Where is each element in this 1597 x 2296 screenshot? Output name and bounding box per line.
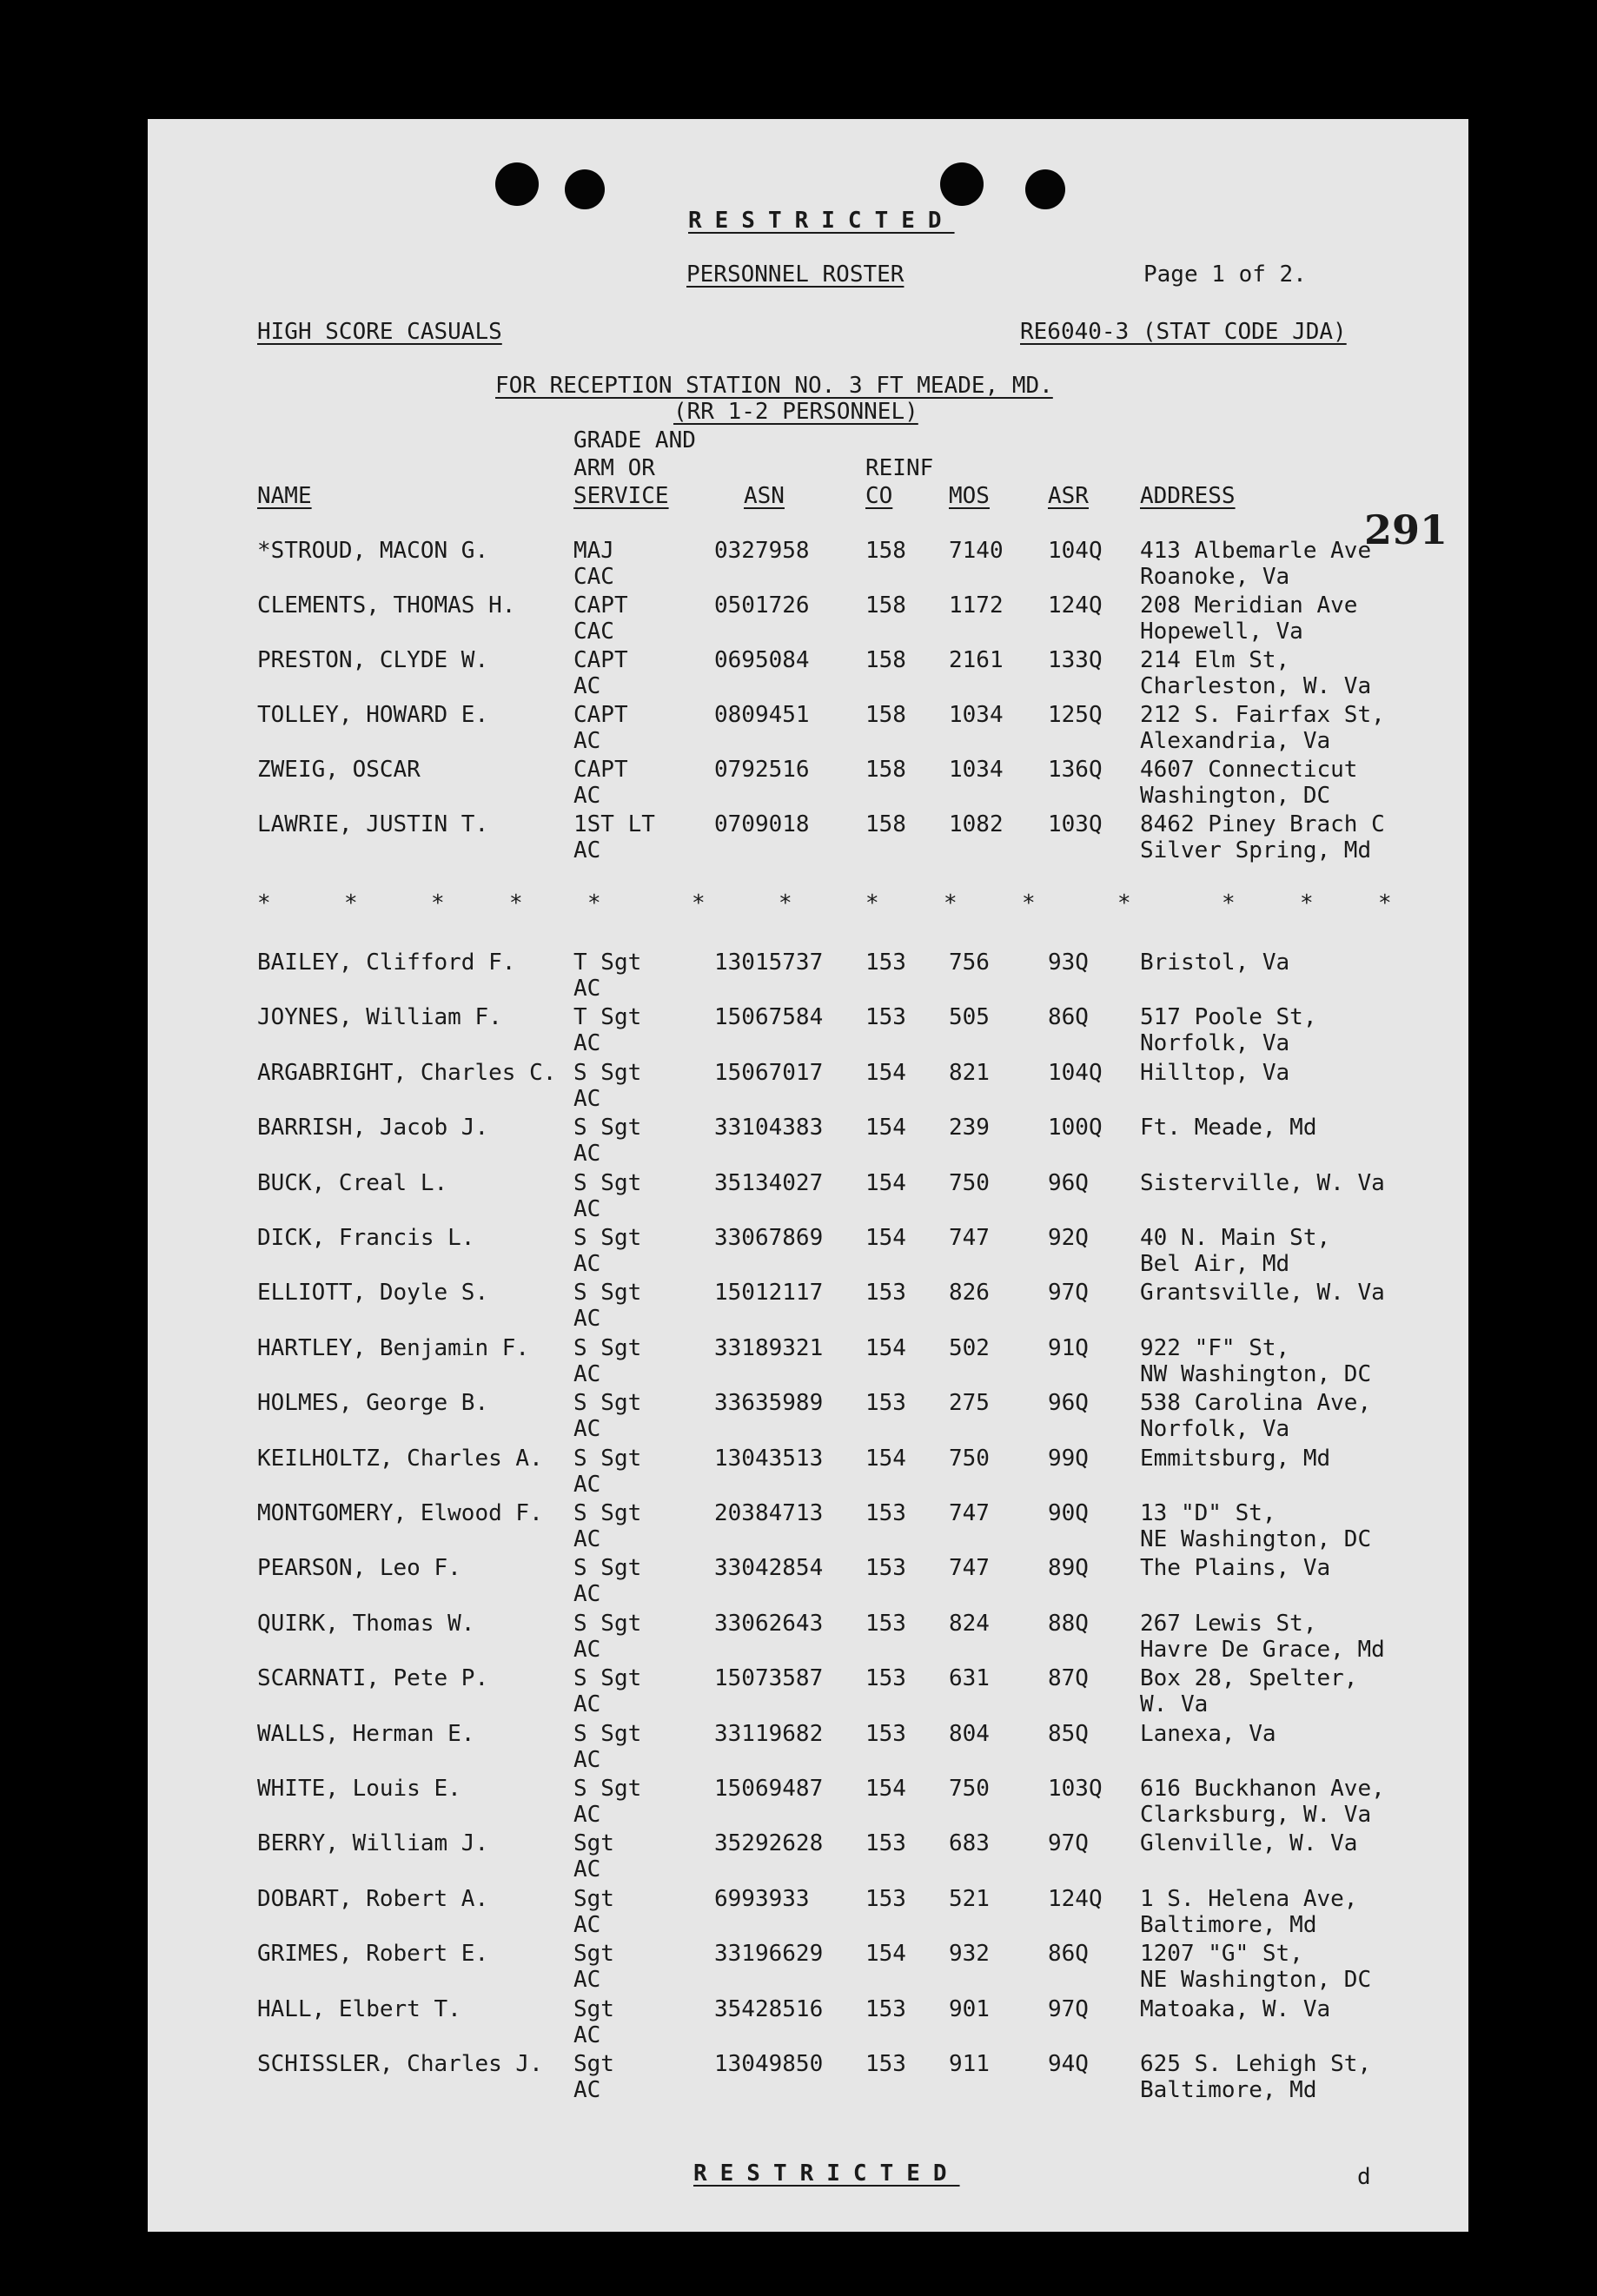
address-line-2: Washington, DC bbox=[1140, 783, 1331, 809]
grade-cell: Sgt bbox=[573, 2051, 614, 2077]
table-row bbox=[148, 1446, 1468, 1501]
separator-star: * bbox=[1222, 890, 1236, 916]
mos-cell: 821 bbox=[949, 1059, 990, 1086]
asn-cell: 13049850 bbox=[714, 2051, 824, 2077]
asn-cell: 35428516 bbox=[714, 1995, 824, 2022]
co-cell: 158 bbox=[865, 592, 906, 619]
co-header: CO bbox=[865, 483, 893, 509]
asr-cell: 99Q bbox=[1048, 1445, 1089, 1472]
address-line-1: 212 S. Fairfax St, bbox=[1140, 702, 1385, 728]
address-line-2: Clarksburg, W. Va bbox=[1140, 1802, 1372, 1828]
address-line-1: 616 Buckhanon Ave, bbox=[1140, 1776, 1385, 1802]
name-cell: PRESTON, CLYDE W. bbox=[257, 647, 489, 673]
address-line-1: Matoaka, W. Va bbox=[1140, 1995, 1331, 2022]
address-line-1: Sisterville, W. Va bbox=[1140, 1169, 1385, 1196]
grade-cell: S Sgt bbox=[573, 1334, 642, 1361]
table-row bbox=[148, 811, 1468, 867]
grade-cell: T Sgt bbox=[573, 949, 642, 976]
arm-cell: AC bbox=[573, 673, 601, 699]
arm-cell: AC bbox=[573, 1802, 601, 1828]
asr-cell: 124Q bbox=[1048, 592, 1103, 619]
asn-cell: 0695084 bbox=[714, 647, 810, 673]
table-row bbox=[148, 1941, 1468, 1996]
mos-cell: 505 bbox=[949, 1004, 990, 1031]
address-line-1: The Plains, Va bbox=[1140, 1555, 1331, 1582]
punch-hole bbox=[565, 169, 605, 209]
arm-cell: AC bbox=[573, 1967, 601, 1994]
arm-cell: AC bbox=[573, 1360, 601, 1387]
mos-cell: 7140 bbox=[949, 538, 1004, 564]
grade-cell: CAPT bbox=[573, 592, 628, 619]
grade-cell: S Sgt bbox=[573, 1776, 642, 1802]
asn-cell: 33042854 bbox=[714, 1555, 824, 1582]
table-row bbox=[148, 1004, 1468, 1060]
table-row bbox=[148, 1335, 1468, 1391]
separator-star: * bbox=[344, 890, 358, 916]
mos-cell: 826 bbox=[949, 1280, 990, 1307]
name-cell: BARRISH, Jacob J. bbox=[257, 1115, 489, 1141]
arm-cell: AC bbox=[573, 1416, 601, 1443]
arm-cell: AC bbox=[573, 783, 601, 809]
grade-cell: 1ST LT bbox=[573, 811, 655, 837]
asr-cell: 90Q bbox=[1048, 1500, 1089, 1526]
mos-cell: 750 bbox=[949, 1776, 990, 1802]
asn-cell: 20384713 bbox=[714, 1500, 824, 1526]
arm-cell: AC bbox=[573, 1141, 601, 1168]
table-row bbox=[148, 1280, 1468, 1335]
name-cell: SCARNATI, Pete P. bbox=[257, 1665, 489, 1692]
co-cell: 154 bbox=[865, 1941, 906, 1968]
page-label: Page 1 of 2. bbox=[1143, 261, 1307, 288]
name-header: NAME bbox=[257, 483, 312, 509]
asr-cell: 97Q bbox=[1048, 1830, 1089, 1857]
address-line-1: Grantsville, W. Va bbox=[1140, 1280, 1385, 1307]
arm-cell: CAC bbox=[573, 619, 614, 645]
table-row bbox=[148, 1500, 1468, 1556]
asn-cell: 35134027 bbox=[714, 1169, 824, 1196]
address-line-1: 517 Poole St, bbox=[1140, 1004, 1317, 1031]
table-row bbox=[148, 592, 1468, 648]
asr-header: ASR bbox=[1048, 483, 1089, 509]
asn-cell: 13043513 bbox=[714, 1445, 824, 1472]
arm-cell: AC bbox=[573, 1471, 601, 1498]
name-cell: PEARSON, Leo F. bbox=[257, 1555, 461, 1582]
table-row bbox=[148, 1390, 1468, 1446]
address-line-1: 625 S. Lehigh St, bbox=[1140, 2051, 1372, 2077]
right-code: RE6040-3 (STAT CODE JDA) bbox=[1020, 319, 1347, 345]
restricted-footer: RESTRICTED bbox=[693, 2160, 960, 2187]
separator-star: * bbox=[865, 890, 879, 916]
co-cell: 154 bbox=[865, 1334, 906, 1361]
co-cell: 154 bbox=[865, 1115, 906, 1141]
name-cell: WALLS, Herman E. bbox=[257, 1720, 475, 1747]
asr-cell: 136Q bbox=[1048, 757, 1103, 783]
mos-cell: 1172 bbox=[949, 592, 1004, 619]
mos-cell: 1082 bbox=[949, 811, 1004, 837]
asn-cell: 15012117 bbox=[714, 1280, 824, 1307]
table-row bbox=[148, 949, 1468, 1005]
grade-cell: S Sgt bbox=[573, 1500, 642, 1526]
mos-cell: 750 bbox=[949, 1445, 990, 1472]
arm-cell: AC bbox=[573, 1911, 601, 1938]
name-cell: CLEMENTS, THOMAS H. bbox=[257, 592, 516, 619]
address-line-1: 214 Elm St, bbox=[1140, 647, 1290, 673]
address-line-1: 208 Meridian Ave bbox=[1140, 592, 1358, 619]
mos-cell: 747 bbox=[949, 1555, 990, 1582]
grade-cell: S Sgt bbox=[573, 1445, 642, 1472]
asr-cell: 94Q bbox=[1048, 2051, 1089, 2077]
grade-cell: S Sgt bbox=[573, 1665, 642, 1692]
grade-cell: CAPT bbox=[573, 702, 628, 728]
name-cell: GRIMES, Robert E. bbox=[257, 1941, 489, 1968]
address-line-1: 8462 Piney Brach C bbox=[1140, 811, 1385, 837]
asr-cell: 97Q bbox=[1048, 1280, 1089, 1307]
mos-cell: 750 bbox=[949, 1169, 990, 1196]
arm-cell: AC bbox=[573, 2021, 601, 2048]
separator-star: * bbox=[1022, 890, 1036, 916]
table-row bbox=[148, 1996, 1468, 2052]
co-cell: 158 bbox=[865, 757, 906, 783]
roster-title: PERSONNEL ROSTER bbox=[686, 261, 905, 288]
asn-cell: 33189321 bbox=[714, 1334, 824, 1361]
co-cell: 153 bbox=[865, 1555, 906, 1582]
co-cell: 158 bbox=[865, 811, 906, 837]
arm-cell: AC bbox=[573, 1856, 601, 1883]
address-line-1: 40 N. Main St, bbox=[1140, 1225, 1331, 1251]
table-row bbox=[148, 538, 1468, 593]
asn-cell: 15069487 bbox=[714, 1776, 824, 1802]
grade-cell: S Sgt bbox=[573, 1169, 642, 1196]
asn-cell: 0792516 bbox=[714, 757, 810, 783]
mos-cell: 683 bbox=[949, 1830, 990, 1857]
asr-cell: 103Q bbox=[1048, 1776, 1103, 1802]
arm-cell: AC bbox=[573, 1251, 601, 1277]
arm-cell: AC bbox=[573, 1195, 601, 1222]
name-cell: WHITE, Louis E. bbox=[257, 1776, 461, 1802]
mos-cell: 911 bbox=[949, 2051, 990, 2077]
name-cell: BUCK, Creal L. bbox=[257, 1169, 448, 1196]
separator-star: * bbox=[431, 890, 445, 916]
asn-cell: 15067584 bbox=[714, 1004, 824, 1031]
arm-cell: AC bbox=[573, 1581, 601, 1608]
asr-cell: 93Q bbox=[1048, 949, 1089, 976]
grade-cell: T Sgt bbox=[573, 1004, 642, 1031]
address-line-1: 13 "D" St, bbox=[1140, 1500, 1276, 1526]
grade-cell: CAPT bbox=[573, 757, 628, 783]
name-cell: MONTGOMERY, Elwood F. bbox=[257, 1500, 543, 1526]
grade-cell: Sgt bbox=[573, 1995, 614, 2022]
asr-cell: 104Q bbox=[1048, 538, 1103, 564]
table-row bbox=[148, 1170, 1468, 1226]
grade-header-3: SERVICE bbox=[573, 483, 669, 509]
address-line-1: 1207 "G" St, bbox=[1140, 1941, 1303, 1968]
arm-cell: AC bbox=[573, 1636, 601, 1663]
name-cell: ZWEIG, OSCAR bbox=[257, 757, 421, 783]
table-row bbox=[148, 1721, 1468, 1777]
punch-hole bbox=[1025, 169, 1065, 209]
address-line-1: Hilltop, Va bbox=[1140, 1059, 1290, 1086]
address-line-2: Hopewell, Va bbox=[1140, 619, 1303, 645]
reinf-header: REINF bbox=[865, 455, 934, 481]
asr-cell: 87Q bbox=[1048, 1665, 1089, 1692]
restricted-header: RESTRICTED bbox=[688, 208, 955, 234]
asr-cell: 133Q bbox=[1048, 647, 1103, 673]
table-row bbox=[148, 1611, 1468, 1666]
grade-cell: Sgt bbox=[573, 1830, 614, 1857]
separator-star: * bbox=[1117, 890, 1131, 916]
name-cell: HALL, Elbert T. bbox=[257, 1995, 461, 2022]
mos-cell: 239 bbox=[949, 1115, 990, 1141]
co-cell: 153 bbox=[865, 2051, 906, 2077]
address-line-2: Alexandria, Va bbox=[1140, 728, 1331, 754]
asn-cell: 15067017 bbox=[714, 1059, 824, 1086]
arm-cell: AC bbox=[573, 728, 601, 754]
co-cell: 158 bbox=[865, 647, 906, 673]
co-cell: 154 bbox=[865, 1445, 906, 1472]
arm-cell: AC bbox=[573, 1526, 601, 1552]
asr-cell: 125Q bbox=[1048, 702, 1103, 728]
co-cell: 158 bbox=[865, 538, 906, 564]
mos-header: MOS bbox=[949, 483, 990, 509]
name-cell: TOLLEY, HOWARD E. bbox=[257, 702, 489, 728]
address-line-1: 1 S. Helena Ave, bbox=[1140, 1885, 1358, 1912]
address-line-2: Charleston, W. Va bbox=[1140, 673, 1372, 699]
co-cell: 154 bbox=[865, 1776, 906, 1802]
address-line-1: 538 Carolina Ave, bbox=[1140, 1390, 1372, 1417]
address-line-2: Bel Air, Md bbox=[1140, 1251, 1290, 1277]
address-line-2: NW Washington, DC bbox=[1140, 1360, 1372, 1387]
grade-cell: S Sgt bbox=[573, 1280, 642, 1307]
mos-cell: 901 bbox=[949, 1995, 990, 2022]
asr-cell: 103Q bbox=[1048, 811, 1103, 837]
arm-cell: AC bbox=[573, 1746, 601, 1773]
grade-cell: S Sgt bbox=[573, 1059, 642, 1086]
asn-cell: 15073587 bbox=[714, 1665, 824, 1692]
name-cell: LAWRIE, JUSTIN T. bbox=[257, 811, 489, 837]
separator-star: * bbox=[257, 890, 271, 916]
mos-cell: 756 bbox=[949, 949, 990, 976]
station-line: FOR RECEPTION STATION NO. 3 FT MEADE, MD. bbox=[495, 373, 1053, 399]
table-row bbox=[148, 702, 1468, 758]
co-cell: 158 bbox=[865, 702, 906, 728]
arm-cell: AC bbox=[573, 1691, 601, 1718]
asr-cell: 104Q bbox=[1048, 1059, 1103, 1086]
arm-cell: AC bbox=[573, 1030, 601, 1057]
asr-cell: 86Q bbox=[1048, 1941, 1089, 1968]
asn-cell: 13015737 bbox=[714, 949, 824, 976]
asr-cell: 88Q bbox=[1048, 1610, 1089, 1637]
co-cell: 153 bbox=[865, 1720, 906, 1747]
asr-cell: 89Q bbox=[1048, 1555, 1089, 1582]
asn-cell: 33062643 bbox=[714, 1610, 824, 1637]
co-cell: 153 bbox=[865, 1830, 906, 1857]
name-cell: BERRY, William J. bbox=[257, 1830, 489, 1857]
address-line-2: W. Va bbox=[1140, 1691, 1209, 1718]
table-row bbox=[148, 757, 1468, 812]
address-line-2: Silver Spring, Md bbox=[1140, 837, 1372, 863]
table-row bbox=[148, 1115, 1468, 1170]
name-cell: DOBART, Robert A. bbox=[257, 1885, 489, 1912]
corner-mark: d bbox=[1357, 2164, 1371, 2190]
arm-cell: CAC bbox=[573, 564, 614, 590]
mos-cell: 1034 bbox=[949, 757, 1004, 783]
left-title: HIGH SCORE CASUALS bbox=[257, 319, 502, 345]
co-cell: 153 bbox=[865, 1500, 906, 1526]
co-cell: 153 bbox=[865, 1665, 906, 1692]
asn-cell: 0501726 bbox=[714, 592, 810, 619]
name-cell: KEILHOLTZ, Charles A. bbox=[257, 1445, 543, 1472]
address-line-1: Box 28, Spelter, bbox=[1140, 1665, 1358, 1692]
address-line-1: 413 Albemarle Ave bbox=[1140, 538, 1372, 564]
asr-cell: 86Q bbox=[1048, 1004, 1089, 1031]
name-cell: ARGABRIGHT, Charles C. bbox=[257, 1059, 557, 1086]
asn-cell: 33067869 bbox=[714, 1225, 824, 1251]
mos-cell: 747 bbox=[949, 1225, 990, 1251]
address-line-1: Ft. Meade, Md bbox=[1140, 1115, 1317, 1141]
arm-cell: AC bbox=[573, 1085, 601, 1112]
address-line-2: NE Washington, DC bbox=[1140, 1967, 1372, 1994]
arm-cell: AC bbox=[573, 976, 601, 1002]
name-cell: ELLIOTT, Doyle S. bbox=[257, 1280, 489, 1307]
co-cell: 153 bbox=[865, 1280, 906, 1307]
mos-cell: 747 bbox=[949, 1500, 990, 1526]
separator-star: * bbox=[1378, 890, 1392, 916]
separator-star: * bbox=[1300, 890, 1314, 916]
grade-cell: Sgt bbox=[573, 1941, 614, 1968]
address-line-2: Norfolk, Va bbox=[1140, 1030, 1290, 1057]
name-cell: DICK, Francis L. bbox=[257, 1225, 475, 1251]
grade-header-2: ARM OR bbox=[573, 455, 655, 481]
address-header: ADDRESS bbox=[1140, 483, 1236, 509]
co-cell: 153 bbox=[865, 949, 906, 976]
grade-cell: Sgt bbox=[573, 1885, 614, 1912]
asn-header: ASN bbox=[744, 483, 785, 509]
asn-cell: 33196629 bbox=[714, 1941, 824, 1968]
asr-cell: 92Q bbox=[1048, 1225, 1089, 1251]
asn-cell: 35292628 bbox=[714, 1830, 824, 1857]
address-line-2: Roanoke, Va bbox=[1140, 564, 1290, 590]
grade-header-1: GRADE AND bbox=[573, 427, 696, 453]
table-row bbox=[148, 1555, 1468, 1611]
asn-cell: 33635989 bbox=[714, 1390, 824, 1417]
table-row bbox=[148, 1060, 1468, 1115]
grade-cell: S Sgt bbox=[573, 1555, 642, 1582]
personnel-line: (RR 1-2 PERSONNEL) bbox=[673, 399, 918, 425]
asn-cell: 33104383 bbox=[714, 1115, 824, 1141]
asn-cell: 33119682 bbox=[714, 1720, 824, 1747]
mos-cell: 631 bbox=[949, 1665, 990, 1692]
punch-hole bbox=[940, 162, 984, 206]
table-row bbox=[148, 2051, 1468, 2107]
co-cell: 153 bbox=[865, 1390, 906, 1417]
asr-cell: 100Q bbox=[1048, 1115, 1103, 1141]
mos-cell: 932 bbox=[949, 1941, 990, 1968]
stamp-number: 291 bbox=[1364, 506, 1448, 553]
name-cell: HOLMES, George B. bbox=[257, 1390, 489, 1417]
arm-cell: AC bbox=[573, 1306, 601, 1333]
address-line-1: 922 "F" St, bbox=[1140, 1334, 1290, 1361]
name-cell: *STROUD, MACON G. bbox=[257, 538, 489, 564]
mos-cell: 824 bbox=[949, 1610, 990, 1637]
table-row bbox=[148, 1225, 1468, 1280]
address-line-2: Norfolk, Va bbox=[1140, 1416, 1290, 1443]
co-cell: 154 bbox=[865, 1059, 906, 1086]
address-line-1: Lanexa, Va bbox=[1140, 1720, 1276, 1747]
address-line-1: Bristol, Va bbox=[1140, 949, 1290, 976]
name-cell: BAILEY, Clifford F. bbox=[257, 949, 516, 976]
address-line-2: Baltimore, Md bbox=[1140, 2077, 1317, 2103]
separator-star: * bbox=[779, 890, 792, 916]
asr-cell: 91Q bbox=[1048, 1334, 1089, 1361]
asr-cell: 97Q bbox=[1048, 1995, 1089, 2022]
asr-cell: 96Q bbox=[1048, 1390, 1089, 1417]
table-row bbox=[148, 647, 1468, 703]
grade-cell: S Sgt bbox=[573, 1225, 642, 1251]
asn-cell: 0809451 bbox=[714, 702, 810, 728]
co-cell: 153 bbox=[865, 1610, 906, 1637]
address-line-2: Havre De Grace, Md bbox=[1140, 1636, 1385, 1663]
name-cell: QUIRK, Thomas W. bbox=[257, 1610, 475, 1637]
separator-star: * bbox=[692, 890, 706, 916]
grade-cell: S Sgt bbox=[573, 1115, 642, 1141]
grade-cell: S Sgt bbox=[573, 1720, 642, 1747]
address-line-1: 267 Lewis St, bbox=[1140, 1610, 1317, 1637]
name-cell: JOYNES, William F. bbox=[257, 1004, 502, 1031]
co-cell: 153 bbox=[865, 1995, 906, 2022]
mos-cell: 502 bbox=[949, 1334, 990, 1361]
co-cell: 154 bbox=[865, 1225, 906, 1251]
address-line-1: Emmitsburg, Md bbox=[1140, 1445, 1331, 1472]
table-row bbox=[148, 1665, 1468, 1721]
separator-star: * bbox=[944, 890, 958, 916]
name-cell: HARTLEY, Benjamin F. bbox=[257, 1334, 530, 1361]
asr-cell: 96Q bbox=[1048, 1169, 1089, 1196]
address-line-2: Baltimore, Md bbox=[1140, 1911, 1317, 1938]
mos-cell: 521 bbox=[949, 1885, 990, 1912]
asn-cell: 0327958 bbox=[714, 538, 810, 564]
co-cell: 154 bbox=[865, 1169, 906, 1196]
name-cell: SCHISSLER, Charles J. bbox=[257, 2051, 543, 2077]
mos-cell: 275 bbox=[949, 1390, 990, 1417]
roster-page bbox=[148, 119, 1468, 2232]
address-line-1: 4607 Connecticut bbox=[1140, 757, 1358, 783]
mos-cell: 804 bbox=[949, 1720, 990, 1747]
grade-cell: S Sgt bbox=[573, 1610, 642, 1637]
asr-cell: 85Q bbox=[1048, 1720, 1089, 1747]
table-row bbox=[148, 1886, 1468, 1942]
table-row bbox=[148, 1776, 1468, 1831]
separator-star: * bbox=[587, 890, 601, 916]
grade-cell: MAJ bbox=[573, 538, 614, 564]
asr-cell: 124Q bbox=[1048, 1885, 1103, 1912]
arm-cell: AC bbox=[573, 2077, 601, 2103]
mos-cell: 1034 bbox=[949, 702, 1004, 728]
address-line-1: Glenville, W. Va bbox=[1140, 1830, 1358, 1857]
separator-star: * bbox=[509, 890, 523, 916]
co-cell: 153 bbox=[865, 1004, 906, 1031]
arm-cell: AC bbox=[573, 837, 601, 863]
mos-cell: 2161 bbox=[949, 647, 1004, 673]
address-line-2: NE Washington, DC bbox=[1140, 1526, 1372, 1552]
asn-cell: 6993933 bbox=[714, 1885, 810, 1912]
grade-cell: S Sgt bbox=[573, 1390, 642, 1417]
co-cell: 153 bbox=[865, 1885, 906, 1912]
asn-cell: 0709018 bbox=[714, 811, 810, 837]
table-row bbox=[148, 1830, 1468, 1886]
grade-cell: CAPT bbox=[573, 647, 628, 673]
punch-hole bbox=[495, 162, 539, 206]
